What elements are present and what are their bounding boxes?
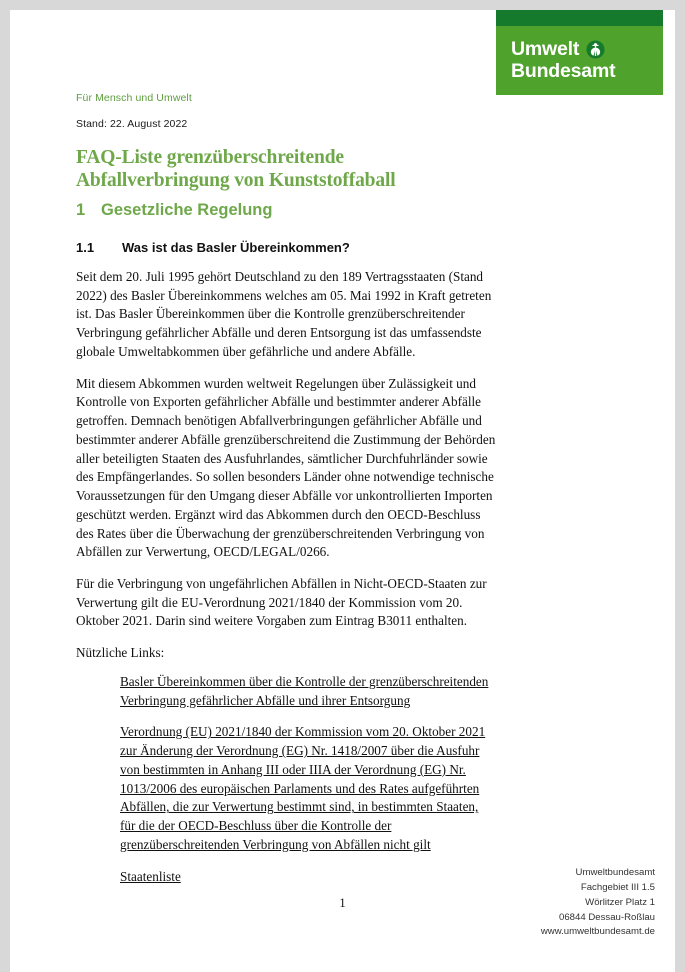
page-title-line-1: FAQ-Liste grenzüberschreitende <box>76 147 344 168</box>
section-heading-1 <box>76 201 496 220</box>
revision-date: Stand: 22. August 2022 <box>76 118 188 130</box>
section-label: Gesetzliche Regelung <box>101 201 273 219</box>
footer-address-line: Fachgebiet III 1.5 <box>580 881 655 893</box>
document-page <box>10 10 675 972</box>
section-number: 1 <box>76 201 86 219</box>
list-item <box>120 673 496 710</box>
logo-top-bar <box>496 10 663 26</box>
list-item <box>120 723 496 854</box>
useful-links-list <box>76 673 496 886</box>
body-paragraph: Mit diesem Abkommen wurden weltweit Regelungen über Zulässigkeit und Kontrolle von Exporten gefährlicher Abfälle und bestimmter anderer Abfälle getroffen. Demnach benötigen Abfallverbringungen gefährlicher Abfälle und bestimmter anderer Abfälle grenzüberschreitend die Zustimmung der Behörden aller beteiligten Staaten des Ausfuhrlandes, sämtlicher Durchfuhrländer sowie des Empfängerlandes. So sollen besonders Länder ohne notwendige technische Voraussetzungen für den Umgang dieser Abfälle vor unkontrollierten Importen geschützt werden. Ergänzt wird das Abkommen durch den OECD-Beschluss des Rates über die Überwachung der grenzüberschreitenden Verbringung von Abfällen zur Verwertung, OECD/LEGAL/0266. <box>76 375 496 560</box>
footer-address-block <box>541 866 655 940</box>
umweltbundesamt-tree-figure-icon <box>586 40 605 59</box>
logo-text-umwelt: Umwelt <box>511 37 580 60</box>
footer-address-line: Wörlitzer Platz 1 <box>585 896 655 908</box>
logo-line-1 <box>511 39 663 61</box>
footer-address-line: Umweltbundesamt <box>575 867 655 878</box>
page-number: 1 <box>339 896 346 910</box>
footer-address-line: 06844 Dessau-Roßlau <box>559 911 655 923</box>
body-paragraph: Für die Verbringung von ungefährlichen Abfällen in Nicht-OECD-Staaten zur Verwertung gilt die EU-Verordnung 2021/1840 der Kommission vom 20. Oktober 2021. Darin sind weitere Vorgaben zum Eintrag B3011 enthalten. <box>76 576 487 629</box>
link-staatenliste[interactable]: Staatenliste <box>120 868 181 884</box>
logo-text-bundesamt: Bundesamt <box>511 59 616 82</box>
logo-wordmark <box>496 26 663 95</box>
link-verordnung-eu-2021-1840[interactable]: Verordnung (EU) 2021/1840 der Kommission vom 20. Oktober 2021 zur Änderung der Verordnung (EG) Nr. 1418/2007 über die Ausfuhr von bestimmten in Anhang III oder IIIA der Verordnung (EG) Nr. 1013/2006 des europäischen Parlaments und des Rates aufgeführten Abfällen, die zur Verwertung bestimmt sind, in bestimmten Staaten, für die der OECD-Beschluss über die Kontrolle der grenzüberschreitenden Verbringung von Abfällen nicht gilt <box>120 724 486 852</box>
claim-tagline: Für Mensch und Umwelt <box>76 92 192 104</box>
link-basler-uebereinkommen[interactable]: Basler Übereinkommen über die Kontrolle der grenzüberschreitenden Verbringung gefährlicher Abfälle und ihrer Entsorgung <box>120 673 489 708</box>
document-content <box>76 146 496 899</box>
subsection-label: Was ist das Basler Übereinkommen? <box>122 240 350 255</box>
subsection-number: 1.1 <box>76 240 95 255</box>
logo-line-2 <box>511 61 663 83</box>
page-title-line-2: Abfallverbringung von Kunststoffaball <box>76 170 396 191</box>
page-title <box>76 146 496 192</box>
body-paragraph: Seit dem 20. Juli 1995 gehört Deutschland zu den 189 Vertragsstaaten (Stand 2022) des Basler Übereinkommens welches am 05. Mai 1992 in Kraft getreten ist. Das Basler Übereinkommen über die Kontrolle grenzüberschreitender Verbringung gefährlicher Abfälle und deren Entsorgung ist das umfassendste globale Umweltabkommen über gefährliche und andere Abfälle. <box>76 269 492 359</box>
umweltbundesamt-logo <box>496 10 663 95</box>
subsection-heading-1-1 <box>76 240 496 255</box>
footer-website-url[interactable]: www.umweltbundesamt.de <box>540 926 655 938</box>
list-item <box>120 868 496 887</box>
useful-links-label: Nützliche Links: <box>76 645 165 661</box>
